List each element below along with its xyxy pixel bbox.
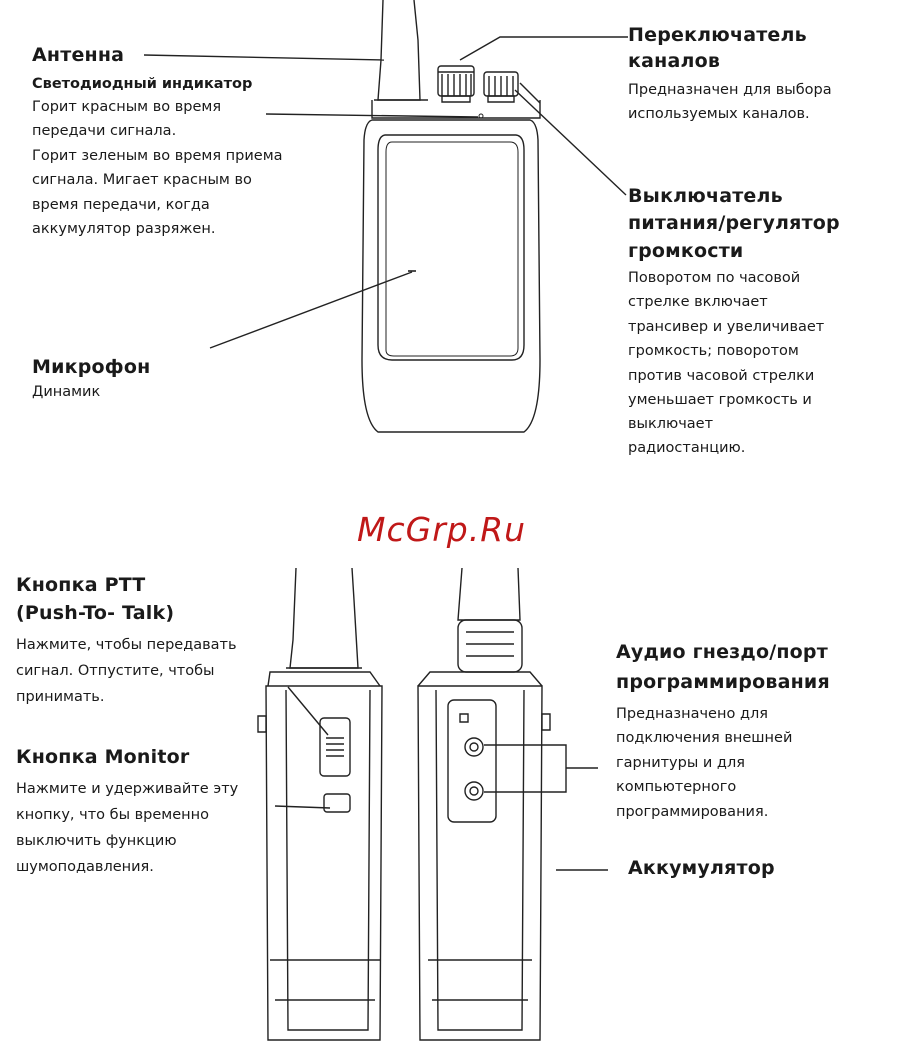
ptt-line: принимать. [16, 689, 105, 705]
monitor-button [324, 794, 350, 812]
ptt-title: Кнопка PTT [16, 574, 146, 596]
audio-jack-top [465, 738, 483, 756]
led-line: сигнала. Мигает красным во [32, 172, 252, 188]
port-cover [448, 700, 496, 822]
led-line: время передачи, когда [32, 197, 210, 213]
monitor-line: Нажмите и удерживайте эту [16, 781, 239, 797]
power-volume-line: трансивер и увеличивает [628, 319, 825, 335]
power-volume-title: питания/регулятор [628, 212, 840, 234]
front-view [362, 0, 540, 432]
led-line: Горит красным во время [32, 99, 222, 115]
audio-port-line: гарнитуры и для [616, 755, 745, 771]
monitor-title: Кнопка Monitor [16, 746, 190, 768]
speaker-panel [378, 135, 524, 360]
microphone-title: Микрофон [32, 356, 151, 378]
led-line: аккумулятор разряжен. [32, 221, 216, 237]
power-volume-title: громкости [628, 240, 744, 262]
channel-switch-line: Предназначен для выбора [628, 82, 832, 98]
monitor-line: кнопку, что бы временно [16, 807, 210, 823]
power-volume-line: стрелке включает [628, 294, 768, 310]
power-volume-line: выключает [628, 416, 714, 432]
audio-port-line: программирования. [616, 804, 769, 820]
channel-switch-title: Переключатель [628, 24, 807, 46]
power-volume-line: уменьшает громкость и [628, 392, 812, 408]
audio-jack-bottom [465, 782, 483, 800]
monitor-line: шумоподавления. [16, 859, 154, 875]
power-volume-title: Выключатель [628, 185, 783, 207]
power-volume-line: радиостанцию. [628, 440, 746, 456]
front-body [362, 120, 540, 432]
side-knob [458, 620, 522, 672]
ptt-line: сигнал. Отпустите, чтобы [16, 663, 215, 679]
led-line: передачи сигнала. [32, 123, 177, 139]
audio-port-line: Предназначено для [616, 706, 768, 722]
audio-port-line: подключения внешней [616, 730, 793, 746]
audio-port-line: компьютерного [616, 779, 737, 795]
audio-port-title: программирования [616, 671, 830, 693]
battery-title: Аккумулятор [628, 857, 775, 879]
monitor-line: выключить функцию [16, 833, 177, 849]
volume-knob [484, 72, 518, 102]
led-line: Горит зеленым во время приема [32, 148, 283, 164]
power-volume-line: громкость; поворотом [628, 343, 799, 359]
channel-switch-line: используемых каналов. [628, 106, 810, 122]
audio-port-title: Аудио гнездо/порт [616, 641, 828, 663]
side-view-ptt [258, 568, 382, 1040]
ptt-title: (Push-To- Talk) [16, 602, 175, 624]
antenna-title: Антенна [32, 44, 125, 66]
watermark: McGrp.Ru [357, 510, 527, 549]
ptt-button [320, 718, 350, 776]
power-volume-line: против часовой стрелки [628, 368, 815, 384]
ptt-line: Нажмите, чтобы передавать [16, 637, 237, 653]
channel-switch-title: каналов [628, 50, 721, 72]
channel-knob [438, 66, 474, 102]
side-view-audio [418, 568, 550, 1040]
led-title: Светодиодный индикатор [32, 76, 253, 92]
power-volume-line: Поворотом по часовой [628, 270, 801, 286]
microphone-subtitle: Динамик [32, 384, 101, 400]
